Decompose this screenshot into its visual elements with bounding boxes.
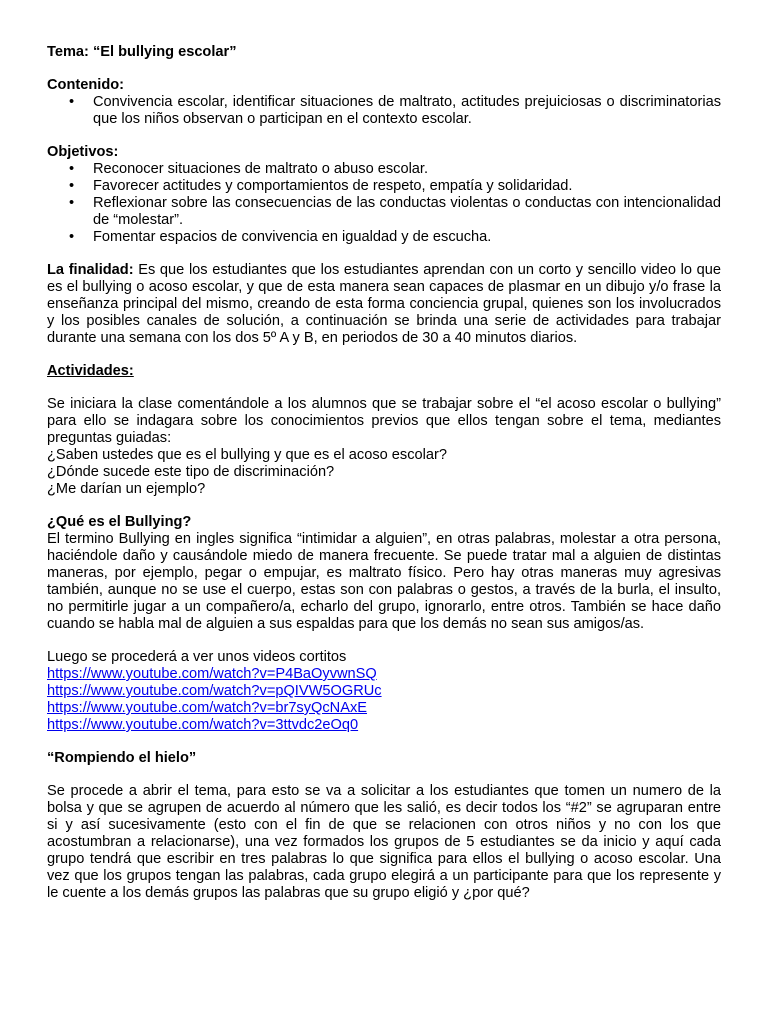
- objetivo-item-text: Reconocer situaciones de maltrato o abuso escolar.: [93, 161, 429, 177]
- finalidad-label: La finalidad:: [47, 262, 134, 278]
- bullet-icon: •: [69, 229, 75, 245]
- finalidad-text: Es que los estudiantes que los estudiantes aprendan con un corto y sencillo video lo que es el bullying o acoso escolar, y que de esta manera sean capaces de plasmar en un dibujo y/o frase la enseñanza principal del mismo, creando de esta forma conciencia grupal, quienes son los involucrados y los posibles canales de solución, a continuación se brinda una serie de actividades para trabajar durante una semana con los dos 5º A y B, en periodos de 30 a 40 minutos diarios.: [47, 262, 721, 346]
- spacer: [47, 734, 721, 750]
- document-title: Tema: “El bullying escolar”: [47, 44, 237, 60]
- video-link[interactable]: https://www.youtube.com/watch?v=pQIVW5OGRUc: [47, 683, 382, 699]
- actividades-intro: Se iniciara la clase comentándole a los alumnos que se trabajar sobre el “el acoso escolar o bullying” para ello se indagara sobre los conocimientos previos que ellos tengan sobre el tema, mediantes preguntas guiadas:: [47, 396, 721, 446]
- spacer: [47, 633, 721, 649]
- guided-question: ¿Saben ustedes que es el bullying y que es el acoso escolar?: [47, 447, 447, 463]
- que-es-text: El termino Bullying en ingles significa “intimidar a alguien”, en otras palabras, molestar a otra persona, haciéndole daño y causándole miedo de manera frecuente. Se puede tratar mal a alguien de distintas maneras, por ejemplo, pegar o empujar, es maltrato físico. Pero hay otras maneras muy agresivas también, aunque no se use el cuerpo, estas son con palabras o gestos, a través de la burla, el insulto, no permitirle jugar a un compañero/a, echarlo del grupo, ignorarlo, entre otros. También se hace daño cuando se habla mal de alguien a sus espaldas para que los demás no sean sus amigos/as.: [47, 531, 721, 632]
- videos-intro: Luego se procederá a ver unos videos cortitos: [47, 649, 347, 665]
- objetivo-item: [47, 229, 721, 246]
- bullet-icon: •: [69, 161, 75, 177]
- objetivos-list: [47, 161, 721, 246]
- bullet-icon: •: [69, 178, 75, 194]
- video-link[interactable]: https://www.youtube.com/watch?v=3ttvdc2eOq0: [47, 717, 359, 733]
- finalidad-paragraph: [47, 262, 721, 347]
- spacer: [47, 347, 721, 363]
- contenido-item-text: Convivencia escolar, identificar situaciones de maltrato, actitudes prejuiciosas o discriminatorias que los niños observan o participan en el contexto escolar.: [93, 94, 721, 127]
- objetivo-item: [47, 195, 721, 229]
- objetivo-item: [47, 178, 721, 195]
- bullet-icon: •: [69, 94, 75, 110]
- video-link[interactable]: https://www.youtube.com/watch?v=br7syQcNAxE: [47, 700, 367, 716]
- objetivo-item-text: Favorecer actitudes y comportamientos de respeto, empatía y solidaridad.: [93, 178, 573, 194]
- objetivo-item-text: Fomentar espacios de convivencia en igualdad y de escucha.: [93, 229, 492, 245]
- rompiendo-heading: “Rompiendo el hielo”: [47, 750, 197, 766]
- bullet-icon: •: [69, 195, 75, 211]
- spacer: [47, 767, 721, 783]
- video-link[interactable]: https://www.youtube.com/watch?v=P4BaOyvwnSQ: [47, 666, 377, 682]
- contenido-list: [47, 94, 721, 128]
- que-es-heading: ¿Qué es el Bullying?: [47, 514, 192, 530]
- objetivo-item: [47, 161, 721, 178]
- rompiendo-text: Se procede a abrir el tema, para esto se va a solicitar a los estudiantes que tomen un numero de la bolsa y que se agrupen de acuerdo al número que les salió, es decir todos los “#2” se agruparan entre si y así sucesivamente (esto con el fin de que se relacionen con otros niños y no con los que acostumbran a relacionarse), una vez formados los grupos de 5 estudiantes se da inicio y aquí cada grupo tendrá que escribir en tres palabras lo que significa para ellos el bullying o acoso escolar. Una vez que los grupos tengan las palabras, cada grupo elegirá a un participante para que los represente y le cuente a los demás grupos las palabras que su grupo eligió y ¿por qué?: [47, 783, 721, 901]
- spacer: [47, 61, 721, 77]
- contenido-item: [47, 94, 721, 128]
- guided-question: ¿Me darían un ejemplo?: [47, 481, 206, 497]
- contenido-heading: Contenido:: [47, 77, 125, 93]
- objetivos-heading: Objetivos:: [47, 144, 119, 160]
- objetivo-item-text: Reflexionar sobre las consecuencias de las conductas violentas o conductas con intencionalidad de “molestar”.: [93, 195, 721, 228]
- spacer: [47, 246, 721, 262]
- guided-question: ¿Dónde sucede este tipo de discriminación?: [47, 464, 335, 480]
- spacer: [47, 128, 721, 144]
- spacer: [47, 380, 721, 396]
- actividades-heading: Actividades:: [47, 363, 134, 379]
- spacer: [47, 498, 721, 514]
